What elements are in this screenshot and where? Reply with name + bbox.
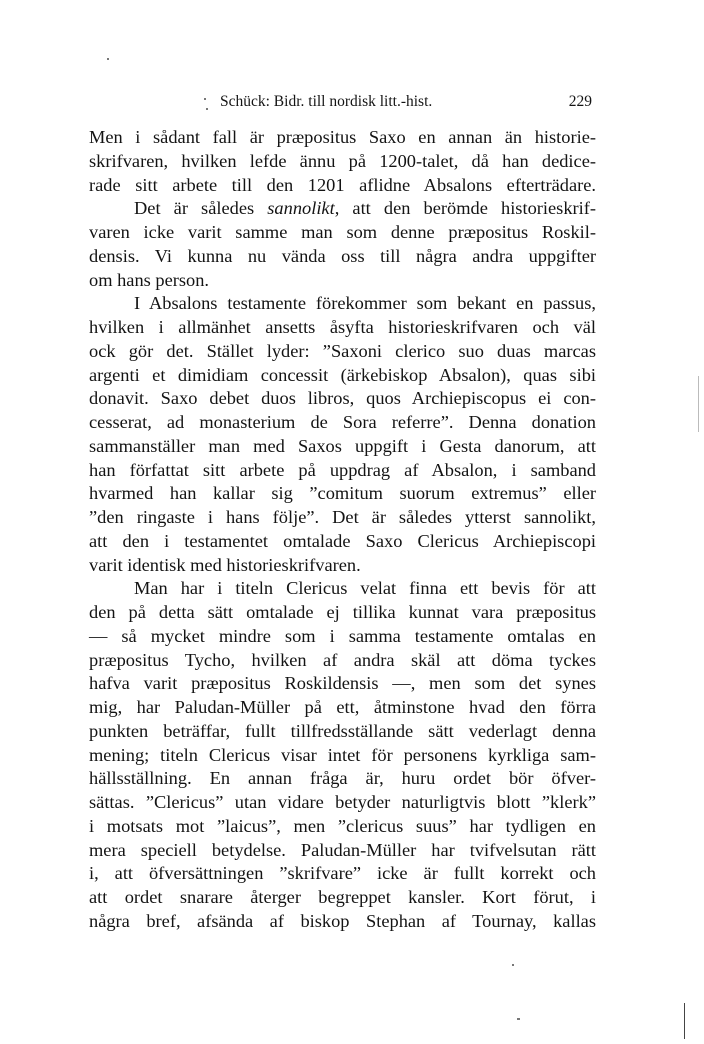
text-line: densis. Vi kunna nu vända oss till några andra uppgifter	[89, 245, 596, 266]
text-line: i motsats mot ”laicus”, men ”clericus suus” har tydligen en	[89, 815, 596, 836]
text-line: ock gör det. Stället lyder: ”Saxoni clerico suo duas marcas	[89, 340, 596, 361]
scan-speck	[517, 1018, 520, 1020]
italic-word: sannolikt	[267, 198, 335, 219]
line-text-before: Det är således	[134, 198, 268, 219]
text-line: den på detta sätt omtalade ej tillika kunnat vara præpositus	[89, 602, 596, 622]
text-line: argenti et dimidiam concessit (ärkebiskop Absalon), quas sibi	[89, 364, 596, 385]
running-title: Schück: Bidr. till nordisk litt.-hist.	[220, 93, 433, 110]
text-line: hafva varit præpositus Roskildensis —, men som det synes	[89, 673, 596, 694]
text-line: hvarmed han kallar sig ”comitum suorum extremus” eller	[89, 483, 596, 504]
text-line: donavit. Saxo debet duos libros, quos Archiepiscopus ei con-	[89, 388, 596, 409]
scan-edge-mark	[698, 376, 699, 432]
text-line: att den i testamentet omtalade Saxo Clericus Archiepiscopi	[89, 530, 596, 551]
scan-edge-mark	[684, 1003, 685, 1039]
text-line: I Absalons testamente förekommer som bekant en passus,	[134, 293, 596, 314]
page-number: 229	[568, 93, 592, 110]
text-line: mig, har Paludan-Müller på ett, åtminstone hvad den förra	[89, 697, 596, 717]
text-line: i, att öfversättningen ”skrifvare” icke är fullt korrekt och	[89, 863, 596, 884]
scan-speck	[204, 98, 206, 100]
text-line: cesserat, ad monasterium de Sora referre”. Denna donation	[89, 412, 596, 432]
text-line: Men i sådant fall är præpositus Saxo en annan än historie-	[89, 127, 596, 147]
text-line: varit identisk med historieskrifvaren.	[89, 554, 361, 575]
text-line: mera speciell betydelse. Paludan-Müller har tvifvelsutan rätt	[89, 839, 596, 860]
text-line: skrifvaren, hvilken lefde ännu på 1200-talet, då han dedice-	[89, 150, 596, 171]
body-text	[89, 126, 596, 934]
text-line: ”den ringaste i hans följe”. Det är således ytterst sannolikt,	[89, 507, 596, 527]
text-line: punkten beträffar, fullt tillfredsställande sätt vederlagt denna	[89, 720, 596, 741]
text-line: några bref, afsända af biskop Stephan af Tournay, kallas	[89, 910, 596, 931]
text-line: om hans person.	[89, 269, 210, 290]
line-text-after: , att den berömde historieskrif-	[334, 198, 596, 219]
scan-speck	[512, 964, 514, 966]
text-line: sättas. ”Clericus” utan vidare betyder naturligtvis blott ”klerk”	[89, 792, 596, 812]
text-line: Man har i titeln Clericus velat finna ett bevis för att	[134, 578, 596, 599]
text-line: hvilken i allmänhet ansetts åsyfta historieskrifvaren och väl	[89, 317, 596, 337]
text-line: varen icke varit samme man som denne præpositus Roskil-	[89, 222, 596, 242]
text-line: rade sitt arbete till den 1201 aflidne Absalons efterträdare.	[89, 174, 596, 195]
text-line: mening; titeln Clericus visar intet för personens kyrkliga sam-	[89, 744, 596, 765]
scan-speck	[107, 58, 109, 60]
text-line: att ordet snarare återger begreppet kansler. Kort förut, i	[89, 887, 596, 907]
text-line: han författat sitt arbete på uppdrag af Absalon, i samband	[89, 459, 596, 480]
text-line: — så mycket mindre som i samma testamente omtalas en	[89, 625, 596, 646]
scan-speck	[206, 108, 208, 110]
page-header	[88, 93, 596, 113]
text-line-italic-emphasis	[89, 197, 596, 221]
text-line: præpositus Tycho, hvilken af andra skäl att döma tyckes	[89, 649, 596, 670]
text-line: hällsställning. En annan fråga är, huru ordet bör öfver-	[89, 768, 596, 789]
text-line: sammanställer man med Saxos uppgift i Gesta danorum, att	[89, 435, 596, 456]
